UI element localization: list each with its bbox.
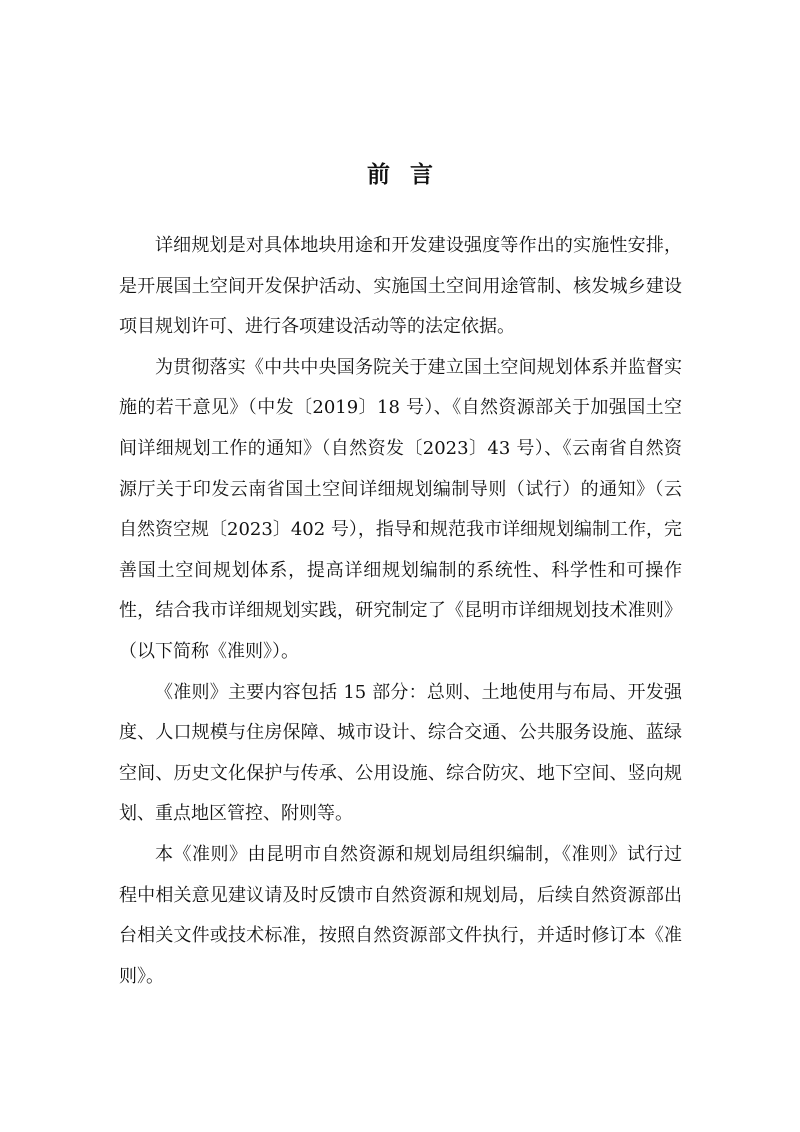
paragraph-1: 详细规划是对具体地块用途和开发建设强度等作出的实施性安排，是开展国土空间开发保护活动、实施国土空间用途管制、核发城乡建设项目规划许可、进行各项建设活动等的法定依据。 [119, 235, 682, 338]
document-body [119, 226, 682, 997]
paragraph-2: 为贯彻落实《中共中央国务院关于建立国土空间规划体系并监督实施的若干意见》（中发〔2019〕18 号）、《自然资源部关于加强国土空间详细规划工作的通知》（自然资发〔2023〕43 号）、《云南省自然资源厅关于印发云南省国土空间详细规划编制导则（试行）的通知》（云自然资空规〔2023〕402 号），指导和规范我市详细规划编制工作，完善国土空间规划体系，提高详细规划编制的系统性、科学性和可操作性，结合我市详细规划实践，研究制定了《昆明市详细规划技术准则》（以下简称《准则》）。 [119, 356, 682, 662]
paragraph-3: 《准则》主要内容包括 15 部分：总则、土地使用与布局、开发强度、人口规模与住房保障、城市设计、综合交通、公共服务设施、蓝绿空间、历史文化保护与传承、公用设施、综合防灾、地下空间、竖向规划、重点地区管控、附则等。 [119, 681, 682, 825]
page-title: 前言 [367, 162, 453, 189]
paragraph-4: 本《准则》由昆明市自然资源和规划局组织编制，《准则》试行过程中相关意见建议请及时反馈市自然资源和规划局，后续自然资源部出台相关文件或技术标准，按照自然资源部文件执行，并适时修订本《准则》。 [119, 843, 682, 987]
